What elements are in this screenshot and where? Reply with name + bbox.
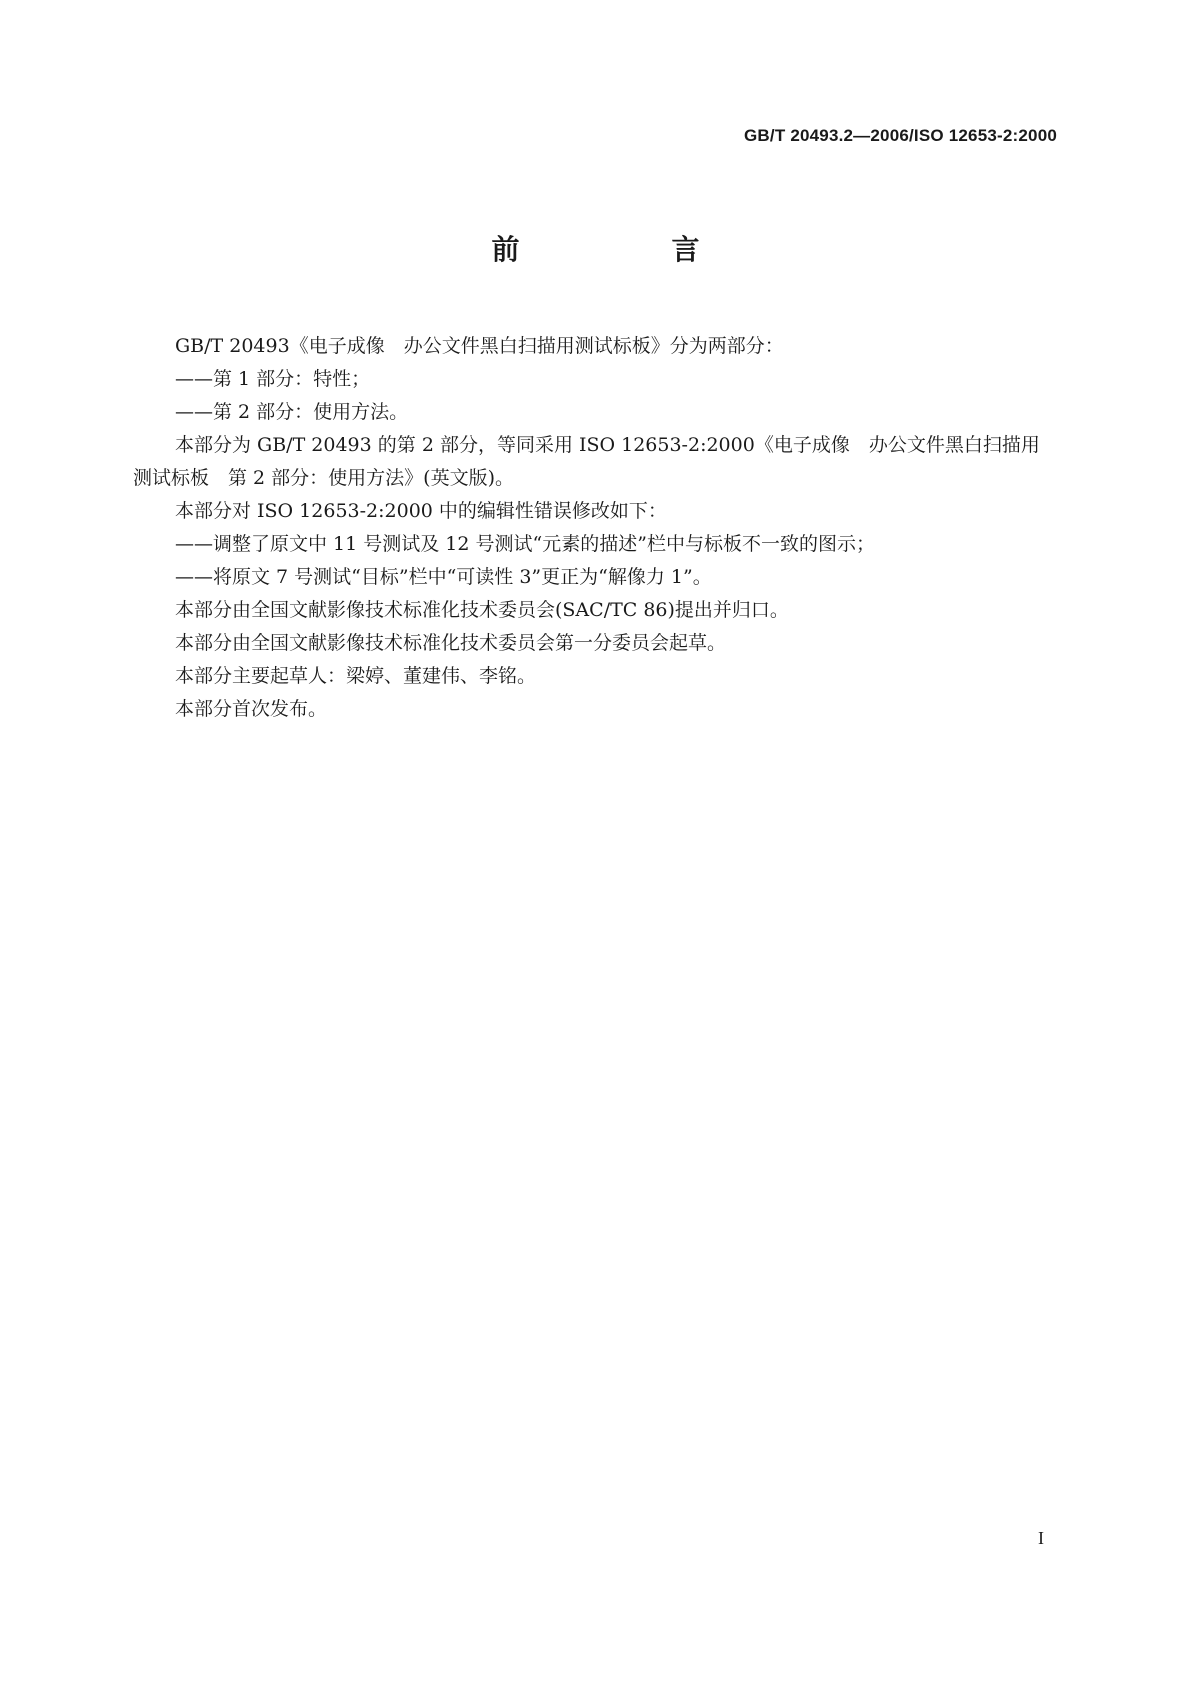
list-item-part-2: ——第 2 部分：使用方法。 bbox=[175, 401, 409, 423]
page-number: I bbox=[1038, 1528, 1044, 1548]
paragraph-adoption bbox=[133, 429, 1059, 495]
foreword-body bbox=[133, 330, 1059, 726]
paragraph-drafting-unit: 本部分由全国文献影像技术标准化技术委员会第一分委员会起草。 bbox=[175, 632, 727, 654]
list-item-part-1: ——第 1 部分：特性； bbox=[175, 368, 371, 390]
page-title: 前 言 bbox=[491, 233, 762, 266]
paragraph-proposer: 本部分由全国文献影像技术标准化技术委员会(SAC/TC 86)提出并归口。 bbox=[175, 599, 789, 621]
paragraph-parts-intro: GB/T 20493《电子成像 办公文件黑白扫描用测试标板》分为两部分： bbox=[175, 335, 784, 357]
paragraph-corrections-intro: 本部分对 ISO 12653-2:2000 中的编辑性错误修改如下： bbox=[175, 500, 667, 522]
paragraph-first-release: 本部分首次发布。 bbox=[175, 698, 328, 720]
paragraph-adoption-line-1: 本部分为 GB/T 20493 的第 2 部分，等同采用 ISO 12653-2:2000《电子成像 办公文件黑白扫描用 bbox=[175, 434, 1040, 456]
paragraph-adoption-line-2: 测试标板 第 2 部分：使用方法》(英文版)。 bbox=[133, 467, 514, 489]
paragraph-drafters: 本部分主要起草人：梁婷、董建伟、李铭。 bbox=[175, 665, 537, 687]
list-item-correction-2: ——将原文 7 号测试“目标”栏中“可读性 3”更正为“解像力 1”。 bbox=[175, 566, 712, 588]
standard-code-header: GB/T 20493.2—2006/ISO 12653-2:2000 bbox=[744, 126, 1057, 145]
list-item-correction-1: ——调整了原文中 11 号测试及 12 号测试“元素的描述”栏中与标板不一致的图示； bbox=[175, 533, 875, 555]
